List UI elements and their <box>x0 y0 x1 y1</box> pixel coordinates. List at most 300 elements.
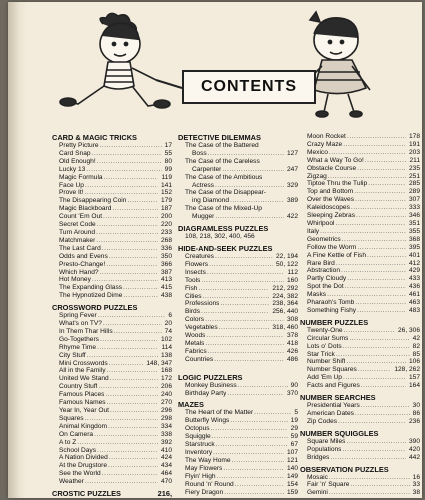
toc-entry-label: Add 'Em Up <box>307 374 342 382</box>
toc-entry <box>52 158 172 166</box>
toc-dot-leader <box>102 245 158 253</box>
toc-entry-page: 22, 194 <box>276 252 298 260</box>
toc-entry-page: 420 <box>408 445 420 453</box>
toc-dot-leader <box>123 292 158 300</box>
toc-entry-label: Professions <box>185 300 220 308</box>
toc-entry-page: 107 <box>286 449 298 456</box>
toc-entry-label: Turn Around <box>59 228 96 236</box>
toc-entry-label: Presto-Change! <box>59 260 106 268</box>
toc-entry-page: 164 <box>408 382 420 390</box>
toc-entry-title <box>178 174 298 182</box>
section-crostic-title-row <box>52 489 172 498</box>
toc-dot-leader <box>355 299 406 307</box>
toc-entry <box>300 489 420 497</box>
toc-entry-page: 90 <box>290 381 298 389</box>
toc-entry-page: 67 <box>290 441 298 449</box>
toc-entry <box>52 205 172 213</box>
toc-entry-label: See the World <box>59 470 101 478</box>
toc-entry-label: Cities <box>185 292 202 300</box>
toc-entry-label: Countries <box>185 355 214 363</box>
toc-entry <box>52 253 172 261</box>
toc-dot-leader <box>230 417 287 425</box>
toc-entry <box>300 283 420 291</box>
toc-dot-leader <box>112 205 158 213</box>
toc-entry-page: 157 <box>408 374 420 382</box>
toc-dot-leader <box>343 343 410 351</box>
toc-entry-page: 16 <box>412 473 420 481</box>
toc-entry-page: 212, 292 <box>272 284 298 292</box>
toc-entry <box>300 410 420 418</box>
toc-entry-label: Mexico <box>307 148 328 156</box>
toc-entry-page: 38 <box>412 489 420 497</box>
toc-dot-leader <box>100 269 158 277</box>
toc-entry <box>52 367 172 375</box>
toc-entry <box>178 433 298 441</box>
toc-dot-leader <box>205 316 284 324</box>
toc-entry-page: 289 <box>408 188 420 196</box>
toc-entry-page: 401 <box>408 251 420 259</box>
toc-entry-label: Face Up <box>59 181 84 189</box>
toc-entry <box>52 292 172 300</box>
toc-entry <box>52 336 172 344</box>
toc-dot-leader <box>127 197 158 205</box>
toc-entry-label: Colors <box>185 316 205 324</box>
toc-dot-leader <box>107 399 158 407</box>
toc-entry-page: 378 <box>286 332 298 340</box>
toc-entry <box>300 351 420 359</box>
toc-entry-label: Matchmaker <box>59 236 96 244</box>
toc-entry <box>300 474 420 482</box>
toc-entry-label: Boss <box>192 149 207 157</box>
toc-dot-leader <box>355 196 406 204</box>
toc-entry-page: 412 <box>408 259 420 267</box>
toc-entry-label: Top and Bottom <box>307 188 354 196</box>
toc-entry-page: 86 <box>412 410 420 417</box>
section-observation-list <box>300 474 420 498</box>
section-crostic-title: CROSTIC PUZZLES <box>52 489 121 498</box>
toc-entry-page: 333 <box>408 204 420 212</box>
section-mazes-continued-list <box>300 133 420 315</box>
toc-entry <box>52 470 172 478</box>
toc-entry-page: 50, 122 <box>276 260 298 268</box>
toc-entry-label: Moon Rocket <box>307 133 346 140</box>
toc-entry <box>300 220 420 228</box>
toc-entry-label: Rare Bird <box>307 259 335 267</box>
boy-illustration <box>60 13 170 108</box>
toc-entry-label: Starstruck <box>185 441 215 449</box>
toc-entry <box>178 449 298 457</box>
toc-entry-label: The Heart of the Matter <box>185 409 254 417</box>
toc-entry-page: 82 <box>412 342 420 350</box>
toc-entry-label: Round 'n' Round <box>185 480 234 488</box>
toc-entry-label: Metals <box>185 339 205 347</box>
toc-dot-leader <box>351 204 406 212</box>
toc-entry-page: 422 <box>286 213 298 221</box>
toc-entry-page: 424 <box>160 454 172 462</box>
toc-entry-page: 106 <box>408 358 420 366</box>
toc-entry-page: 298 <box>160 414 172 422</box>
contents-title: CONTENTS <box>182 70 316 104</box>
toc-entry <box>178 340 298 348</box>
toc-entry-label: Famous Names <box>59 399 106 407</box>
section-card-magic-list <box>52 142 172 300</box>
toc-entry-label: A Fine Kettle of Fish <box>307 251 367 259</box>
toc-entry-label: Gemini <box>307 489 328 497</box>
section-logic-list <box>178 382 298 398</box>
toc-entry-label: American Dates <box>307 410 354 417</box>
toc-entry-label: The Hypnotized Dime <box>59 292 123 300</box>
toc-entry <box>52 328 172 336</box>
toc-entry <box>178 277 298 285</box>
toc-dot-leader <box>254 409 291 417</box>
toc-entry <box>178 182 298 190</box>
toc-entry-label: United We Stand <box>59 375 109 383</box>
toc-entry-page: 308 <box>286 316 298 324</box>
toc-dot-leader <box>329 149 406 157</box>
toc-dot-leader <box>357 307 406 315</box>
toc-dot-leader <box>206 332 284 340</box>
toc-entry-page: 85 <box>412 350 420 358</box>
toc-dot-leader <box>338 418 406 426</box>
toc-entry-label: The Expanding Glass <box>59 284 123 292</box>
toc-entry-label: The Case of the Battered <box>185 142 259 149</box>
toc-entry <box>300 481 420 489</box>
toc-entry-page: 429 <box>408 267 420 275</box>
toc-entry-page: 415 <box>160 284 172 292</box>
toc-entry <box>300 366 420 374</box>
toc-dot-leader <box>347 275 406 283</box>
toc-entry-page: 355 <box>408 227 420 235</box>
toc-dot-leader <box>356 212 406 220</box>
toc-entry-label: Birds <box>185 308 201 316</box>
toc-entry <box>52 415 172 423</box>
toc-entry <box>178 253 298 261</box>
toc-entry <box>300 133 420 141</box>
toc-entry-label: Birthday Party <box>185 389 227 397</box>
toc-entry-page: 235 <box>408 164 420 172</box>
toc-entry-page: 178 <box>408 133 420 140</box>
toc-entry <box>300 188 420 196</box>
toc-dot-leader <box>220 300 269 308</box>
toc-dot-leader <box>97 158 162 166</box>
toc-entry-page: 141 <box>160 181 172 189</box>
toc-entry-label: On Camera <box>59 430 94 438</box>
toc-entry-label: Magic Formula <box>59 173 103 181</box>
toc-dot-leader <box>96 237 158 245</box>
cartoon-kids-illustration <box>48 6 408 124</box>
toc-dot-leader <box>341 267 406 275</box>
toc-entry-label: Old Enough! <box>59 157 96 165</box>
toc-entry-page: 461 <box>408 291 420 299</box>
toc-entry-label: Fabrics <box>185 347 207 355</box>
toc-entry-label: Masks <box>307 291 327 299</box>
toc-entry <box>300 173 420 181</box>
section-number-puzzles-list <box>300 327 420 390</box>
toc-entry-label: Count 'Em Out <box>59 213 103 221</box>
toc-entry-label: The Last Card <box>59 244 101 252</box>
toc-entry-page: 121 <box>286 456 298 464</box>
toc-column-2 <box>178 133 298 496</box>
toc-entry <box>178 213 298 221</box>
toc-entry-title <box>178 189 298 197</box>
toc-entry-label: Kaleidoscopes <box>307 204 350 212</box>
toc-entry-page: 59 <box>290 433 298 441</box>
toc-dot-leader <box>85 189 158 197</box>
toc-dot-leader <box>103 213 158 221</box>
toc-dot-leader <box>347 133 406 141</box>
toc-entry <box>178 269 298 277</box>
toc-entry <box>300 267 420 275</box>
toc-dot-leader <box>330 454 406 462</box>
toc-entry <box>52 276 172 284</box>
toc-dot-leader <box>349 335 409 343</box>
toc-entry-label: Sleeping Zebras <box>307 212 356 220</box>
toc-entry-page: 159 <box>286 488 298 496</box>
toc-entry <box>52 150 172 158</box>
toc-entry-page: 307 <box>408 196 420 204</box>
toc-entry-page: 410 <box>160 446 172 454</box>
toc-entry <box>300 212 420 220</box>
section-crossword-title: CROSSWORD PUZZLES <box>52 303 138 313</box>
toc-entry-page: 172 <box>160 375 172 383</box>
toc-dot-leader <box>329 474 410 482</box>
toc-entry-label: Italy <box>307 227 320 235</box>
toc-entry-page: 29 <box>290 425 298 433</box>
toc-entry <box>52 320 172 328</box>
toc-dot-leader <box>215 182 284 190</box>
girl-illustration <box>310 12 370 117</box>
toc-entry-page: 251 <box>408 172 420 180</box>
toc-entry-label: Circular Sums <box>307 334 349 342</box>
toc-entry-label: Pharaoh's Tomb <box>307 299 355 307</box>
toc-dot-leader <box>357 165 406 173</box>
toc-entry <box>178 382 298 390</box>
toc-entry-page: 247 <box>286 165 298 173</box>
toc-dot-leader <box>97 221 158 229</box>
toc-entry-page: 296 <box>160 407 172 414</box>
section-mazes-title: MAZES <box>178 400 204 410</box>
toc-entry-page: 127 <box>286 149 298 157</box>
toc-entry-page: 270 <box>160 399 172 407</box>
toc-entry <box>300 236 420 244</box>
toc-entry <box>178 316 298 324</box>
toc-entry-page: 426 <box>286 347 298 355</box>
toc-entry <box>300 382 420 390</box>
toc-dot-leader <box>109 454 158 462</box>
toc-entry <box>300 244 420 252</box>
toc-entry-label: Year In, Year Out <box>59 407 109 414</box>
toc-entry <box>300 275 420 283</box>
toc-dot-leader <box>102 470 158 478</box>
toc-dot-leader <box>361 382 406 390</box>
toc-entry-page: 6 <box>168 312 172 320</box>
toc-dot-leader <box>342 446 406 454</box>
toc-entry-page: 187 <box>160 205 172 213</box>
toc-entry-label: Populations <box>307 445 342 453</box>
toc-entry-page: 436 <box>408 283 420 291</box>
toc-entry <box>178 293 298 301</box>
toc-dot-leader <box>77 439 158 447</box>
toc-entry <box>300 358 420 366</box>
toc-entry-page: 350 <box>160 252 172 260</box>
toc-entry <box>300 149 420 157</box>
toc-dot-leader <box>85 182 158 190</box>
toc-dot-leader <box>355 410 410 418</box>
toc-entry-label: All in the Family <box>59 367 106 375</box>
toc-entry <box>300 327 420 335</box>
toc-dot-leader <box>98 312 166 320</box>
toc-dot-leader <box>96 229 158 237</box>
toc-entry <box>52 431 172 439</box>
toc-entry <box>52 454 172 462</box>
toc-entry <box>52 439 172 447</box>
toc-entry-page: 20 <box>164 320 172 328</box>
toc-entry-page: 154 <box>286 480 298 488</box>
toc-dot-leader <box>87 352 158 360</box>
toc-entry-page: 366 <box>160 260 172 268</box>
toc-entry-label: Octopus <box>185 425 210 433</box>
section-logic-title: LOGIC PUZZLERS <box>178 372 243 382</box>
section-hide-seek-list <box>178 253 298 364</box>
toc-entry-page: 395 <box>408 243 420 251</box>
toc-dot-leader <box>201 308 269 316</box>
book-page <box>8 2 422 498</box>
toc-dot-leader <box>215 213 284 221</box>
toc-entry-label: At the Drugstore <box>59 462 108 470</box>
toc-entry-page: 5 <box>294 409 298 417</box>
toc-entry-page: 33 <box>412 481 420 489</box>
toc-dot-leader <box>97 344 158 352</box>
toc-dot-leader <box>217 473 284 481</box>
toc-entry-label: Country Stuff <box>59 383 98 391</box>
toc-entry-label: Inventory <box>185 449 213 456</box>
toc-entry-page: 112 <box>287 268 298 276</box>
toc-entry <box>178 465 298 473</box>
toc-dot-leader <box>205 340 284 348</box>
toc-dot-leader <box>365 157 407 165</box>
toc-entry-page: 413 <box>160 276 172 284</box>
toc-entry <box>300 228 420 236</box>
toc-entry-label: Geometrics <box>307 235 341 243</box>
toc-entry-page: 149 <box>286 472 298 480</box>
toc-entry <box>52 391 172 399</box>
toc-dot-leader <box>208 150 284 158</box>
toc-dot-leader <box>235 481 284 489</box>
toc-entry <box>178 324 298 332</box>
toc-entry-title <box>178 142 298 150</box>
toc-dot-leader <box>342 236 406 244</box>
toc-entry-label: In Them Thar Hills <box>59 327 113 335</box>
toc-dot-leader <box>203 293 270 301</box>
toc-entry <box>300 343 420 351</box>
toc-entry-page: 351 <box>408 219 420 227</box>
section-number-squiggles-list <box>300 438 420 462</box>
toc-dot-leader <box>320 228 406 236</box>
toc-dot-leader <box>329 489 410 497</box>
toc-entry <box>178 261 298 269</box>
toc-entry-label: What a Way To Go! <box>307 156 364 164</box>
toc-entry <box>52 312 172 320</box>
toc-dot-leader <box>109 253 158 261</box>
toc-entry-page: 338 <box>160 430 172 438</box>
toc-entry-page: 464 <box>160 470 172 478</box>
toc-entry <box>178 332 298 340</box>
toc-entry-label: Crazy Maze <box>307 140 343 148</box>
toc-column-1 <box>52 133 172 498</box>
toc-entry-page: 268 <box>160 236 172 244</box>
toc-entry-label: Squares <box>59 414 84 422</box>
toc-entry <box>52 237 172 245</box>
toc-dot-leader <box>230 197 284 205</box>
toc-entry <box>52 447 172 455</box>
toc-dot-leader <box>336 260 406 268</box>
toc-entry <box>178 166 298 174</box>
toc-dot-leader <box>94 431 158 439</box>
toc-entry-page: 392 <box>160 438 172 446</box>
toc-entry-page: 26, 306 <box>398 326 420 334</box>
toc-dot-leader <box>335 220 406 228</box>
toc-dot-leader <box>106 261 158 269</box>
toc-entry-page: 470 <box>160 478 172 486</box>
toc-entry-label: Fish <box>185 284 198 292</box>
toc-entry-page: 30 <box>412 402 420 410</box>
toc-dot-leader <box>327 291 406 299</box>
toc-entry-page: 128, 262 <box>394 366 420 374</box>
toc-entry-label: Star Trick <box>307 350 335 358</box>
toc-entry-page: 368 <box>408 235 420 243</box>
toc-dot-leader <box>328 173 406 181</box>
toc-dot-leader <box>216 441 288 449</box>
page-gutter <box>8 2 28 498</box>
toc-dot-leader <box>85 415 158 423</box>
toc-entry <box>52 344 172 352</box>
toc-entry-page: 102 <box>160 335 172 343</box>
section-number-searches-title: NUMBER SEARCHES <box>300 393 376 403</box>
toc-entry <box>52 197 172 205</box>
section-diagramless-title: DIAGRAMLESS PUZZLES <box>178 224 269 234</box>
toc-entry-label: Zigzag <box>307 172 327 180</box>
toc-entry <box>300 454 420 462</box>
toc-entry-label: School Days <box>59 446 97 454</box>
toc-entry-label: The Case of the Careless <box>185 157 260 165</box>
toc-dot-leader <box>350 481 409 489</box>
toc-entry <box>52 360 172 368</box>
toc-entry <box>52 478 172 486</box>
toc-entry-label: Woods <box>185 332 206 340</box>
toc-entry-label: Creatures <box>185 252 214 260</box>
toc-entry <box>52 245 172 253</box>
toc-entry <box>178 441 298 449</box>
toc-entry <box>52 189 172 197</box>
toc-entry-page: 318, 460 <box>272 324 298 332</box>
toc-entry-label: The Case of the Disappear- <box>185 189 266 197</box>
toc-entry <box>300 418 420 426</box>
toc-entry-label: Number Squares <box>307 366 357 374</box>
toc-entry-label: Animal Kingdom <box>59 422 108 430</box>
section-hide-seek-title: HIDE-AND-SEEK PUZZLES <box>178 243 273 253</box>
toc-entry-label: Magic Blackboard <box>59 205 112 213</box>
toc-entry <box>300 204 420 212</box>
toc-entry <box>178 285 298 293</box>
toc-dot-leader <box>219 324 270 332</box>
section-card-magic-title: CARD & MAGIC TRICKS <box>52 133 137 142</box>
section-number-puzzles-title: NUMBER PUZZLES <box>300 317 369 327</box>
toc-entry-page: 334 <box>160 422 172 430</box>
toc-dot-leader <box>343 374 406 382</box>
toc-dot-leader <box>105 391 158 399</box>
toc-entry-label: Facts and Figures <box>307 382 360 390</box>
toc-dot-leader <box>98 383 158 391</box>
